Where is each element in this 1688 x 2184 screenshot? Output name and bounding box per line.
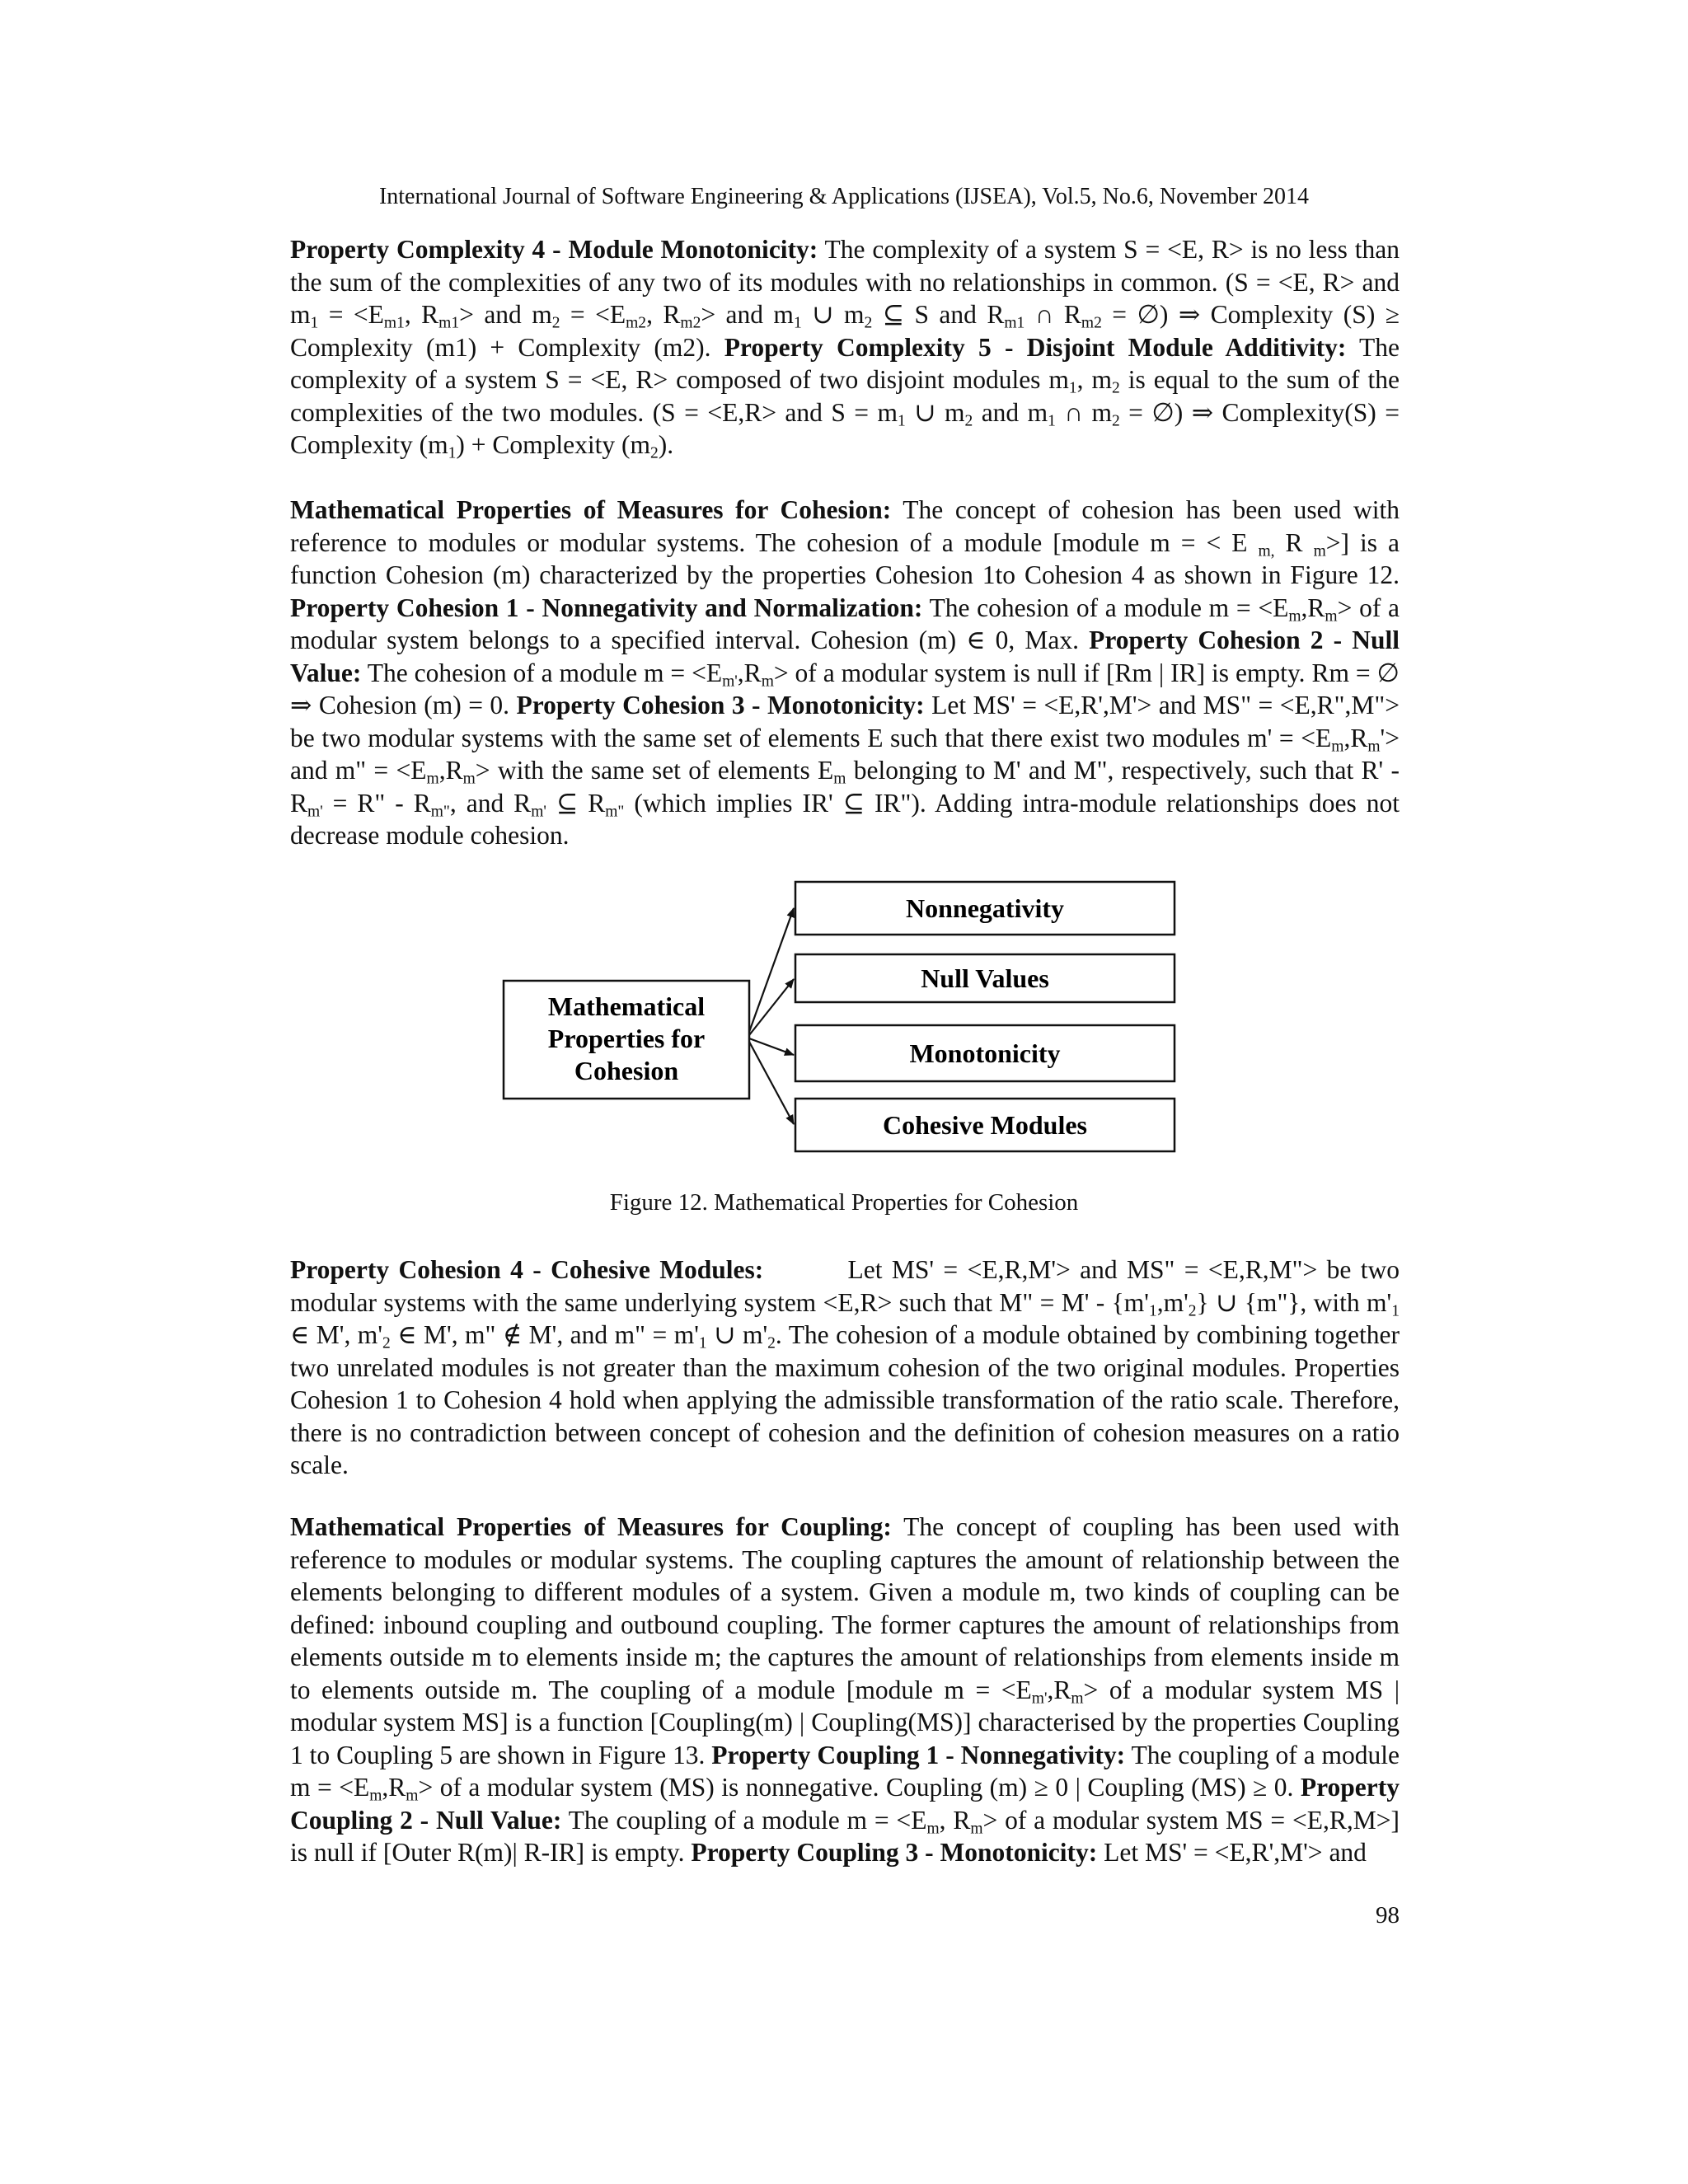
heading-complexity-4: Property Complexity 4 - Module Monotonicity:	[290, 235, 818, 264]
text: ∪ m	[905, 397, 965, 427]
subscript: m	[1071, 1689, 1084, 1707]
subscript: m2	[626, 314, 647, 332]
text: ⊆ R	[546, 788, 606, 818]
text: '> and m" = <E	[290, 723, 1400, 785]
text: is equal to the sum of the complexities of the two modules. (S = <E,R> and S = m	[290, 365, 1400, 427]
text: The cohesion of a module m = <E	[361, 658, 723, 687]
subscript: m"	[430, 802, 450, 820]
subscript: m	[926, 1819, 940, 1837]
subscript: m2	[680, 314, 701, 332]
text: . The cohesion of a module obtained by combining together two unrelated modules is not greater than the maximum cohesion of the two original modules. Properties Cohesion 1 to Cohesion 4 hold when applying the admissible transformation of the ratio scale. Therefore, there is no contradiction between concept of cohesion and the definition of cohesion measures on a ratio scale.	[290, 1320, 1400, 1479]
text: The complexity of a system S = <E, R> composed of two disjoint modules m	[290, 332, 1400, 394]
subscript: m	[1313, 541, 1326, 560]
diagram-target-cohesive-modules	[795, 1099, 1175, 1151]
text: ∈ M', m" ∉ M', and m" = m'	[390, 1320, 699, 1349]
heading-coupling-2: Property Coupling 2 - Null Value:	[290, 1773, 1400, 1835]
heading-cohesion-1: Property Cohesion 1 - Nonnegativity and Normalization:	[290, 593, 923, 622]
subscript: m	[369, 1787, 382, 1805]
text: The concept of coupling has been used with reference to modules or modular systems. The coupling captures the amount of relationship between the elements belonging to different modules of a system. Given a module m, two kinds of coupling can be defined: inbound coupling and outbound coupling. The former captures the amount of relationships from elements outside m to elements inside m; the captures the amount of relationships from elements inside m to elements outside m. The coupling of a module [module m = <E	[290, 1512, 1400, 1704]
subscript: 2	[767, 1334, 776, 1352]
subscript: m1	[383, 314, 405, 332]
subscript: m	[406, 1787, 419, 1805]
subscript: m,	[1258, 541, 1275, 560]
text: Let MS' = <E,R,M'> and MS" = <E,R,M"> be two modular systems with the same underlying system <E,R> such that M" = M' - {m'	[290, 1255, 1400, 1317]
subscript: 1	[1391, 1301, 1400, 1319]
arrow-to-null-values	[749, 979, 794, 1035]
subscript: m	[1367, 737, 1381, 755]
heading-complexity-5: Property Complexity 5 - Disjoint Module Additivity:	[724, 332, 1347, 362]
text: The coupling of a module m = <E	[290, 1740, 1400, 1802]
subscript: m	[1288, 607, 1301, 625]
text: The coupling of a module m = <E	[561, 1805, 927, 1835]
source-line-3: Cohesion	[574, 1056, 679, 1085]
page-number: 98	[1376, 1902, 1400, 1929]
text: > and m	[701, 300, 794, 329]
diagram-target-nonnegativity	[795, 882, 1175, 935]
subscript: m	[833, 770, 846, 788]
diagram-source-box	[504, 981, 749, 1099]
subscript: m1	[1004, 314, 1025, 332]
diagram-target-null-values	[795, 954, 1175, 1002]
running-header: International Journal of Software Engineering & Applications (IJSEA), Vol.5, No.6, November 2014	[378, 184, 1310, 209]
heading-cohesion-4: Property Cohesion 4 - Cohesive Modules:	[290, 1255, 764, 1284]
paragraph-coupling-properties	[290, 1511, 1400, 1869]
text: = ∅) ⇒ Complexity(S) = Complexity (m	[290, 397, 1400, 459]
text: > of a modular system MS = <E,R,M>] is null if [Outer R(m)| R-IR] is empty.	[290, 1805, 1400, 1867]
text: ∈ M', m'	[290, 1320, 382, 1349]
text: Let MS' = <E,R',M'> and MS" = <E,R",M"> be two modular systems with the same set of elements E such that there exist two modules m' = <E	[290, 691, 1400, 752]
text: ,R	[438, 756, 463, 785]
subscript: m	[970, 1819, 983, 1837]
subscript: 2	[864, 314, 873, 332]
subscript: 1	[1148, 1301, 1157, 1319]
text: = <E	[318, 300, 384, 329]
text: ⊆ S and R	[872, 300, 1005, 329]
target-label: Null Values	[921, 963, 1049, 993]
text: > of a modular system belongs to a specified interval. Cohesion (m) ∈ 0, Max.	[290, 593, 1400, 654]
text: ,R	[1047, 1675, 1071, 1704]
subscript: 1	[310, 314, 319, 332]
text: ∩ R	[1025, 300, 1081, 329]
text: ∪ m'	[706, 1320, 768, 1349]
paragraph-cohesion-4	[290, 1254, 1400, 1482]
text: > of a modular system is null if [Rm | IR] is empty. Rm = ∅ ⇒ Cohesion (m) = 0.	[290, 658, 1400, 719]
subscript: m1	[438, 314, 460, 332]
subscript: m	[761, 672, 774, 690]
subscript: 2	[964, 411, 973, 429]
subscript: 2	[1188, 1301, 1197, 1319]
subscript: 2	[1112, 379, 1120, 397]
subscript: 2	[1111, 411, 1120, 429]
subscript: 2	[382, 1334, 391, 1352]
text: > of a modular system (MS) is nonnegative. Coupling (m) ≥ 0 | Coupling (MS) ≥ 0.	[418, 1773, 1301, 1802]
subscript: m	[462, 770, 476, 788]
text: ,m'	[1156, 1287, 1189, 1317]
text: The complexity of a system S = <E, R> is no less than the sum of the complexities of any two of its modules with no relationships in common. (S = <E, R> and m	[290, 235, 1400, 329]
text: and m	[973, 397, 1048, 427]
text: , and R	[449, 788, 532, 818]
text: = ∅) ⇒ Complexity (S) ≥ Complexity (m1) + Complexity (m2).	[290, 300, 1400, 362]
arrow-to-cohesive-modules	[749, 1042, 794, 1124]
target-label: Nonnegativity	[906, 893, 1064, 923]
text: ,R	[1343, 723, 1368, 752]
subscript: 1	[793, 314, 802, 332]
text: (which implies IR' ⊆ IR"). Adding intra-module relationships does not decrease module cohesion.	[290, 788, 1400, 850]
target-label: Monotonicity	[909, 1038, 1061, 1068]
text: >] is a function Cohesion (m) characterized by the properties Cohesion 1to Cohesion 4 as shown in Figure 12.	[290, 527, 1400, 589]
text: = <E	[560, 300, 626, 329]
subscript: m	[1325, 607, 1338, 625]
subscript: m	[1331, 737, 1344, 755]
subscript: m	[426, 770, 439, 788]
text: , R	[646, 300, 681, 329]
subscript: m"	[605, 802, 625, 820]
text: belonging to M' and M", respectively, such that R' - R	[290, 756, 1400, 818]
text: ,R	[737, 658, 762, 687]
source-line-1: Mathematical	[547, 991, 706, 1021]
subscript: m'	[307, 802, 323, 820]
subscript: 2	[551, 314, 560, 332]
text: The cohesion of a module m = <E	[922, 593, 1289, 622]
text: Let MS' = <E,R',M'> and	[1097, 1838, 1367, 1867]
heading-cohesion-3: Property Cohesion 3 - Monotonicity:	[516, 691, 925, 719]
text: The concept of cohesion has been used with reference to modules or modular systems. The cohesion of a module [module m = < E	[290, 495, 1400, 557]
text: > of a modular system MS | modular system MS] is a function [Coupling(m) | Coupling(MS)] characterised by the properties Coupling 1 to Coupling 5 are shown in Figure 13.	[290, 1675, 1400, 1769]
arrow-to-nonnegativity	[749, 908, 794, 1032]
subscript: 1	[698, 1334, 707, 1352]
subscript: 1	[1048, 411, 1056, 429]
text: ∪ m	[801, 300, 865, 329]
text: , R	[939, 1805, 971, 1835]
text: ).	[658, 430, 674, 459]
text: , R	[404, 300, 439, 329]
text: = R" - R	[322, 788, 431, 818]
text: , m	[1076, 365, 1113, 394]
heading-cohesion-measures: Mathematical Properties of Measures for Cohesion:	[290, 495, 892, 524]
heading-coupling-3: Property Coupling 3 - Monotonicity:	[691, 1838, 1098, 1867]
subscript: 1	[448, 444, 457, 462]
subscript: m'	[722, 672, 738, 690]
subscript: 2	[650, 444, 659, 462]
text: } ∪ {m"}, with m'	[1196, 1287, 1392, 1317]
source-line-2: Properties for	[547, 1024, 706, 1053]
text: ,R	[382, 1773, 406, 1802]
subscript: m'	[1031, 1689, 1048, 1707]
text: > and m	[459, 300, 552, 329]
subscript: m2	[1081, 314, 1102, 332]
text: ,R	[1301, 593, 1325, 622]
text: ∩ m	[1055, 397, 1112, 427]
figure-caption: Figure 12. Mathematical Properties for Cohesion	[609, 1189, 1079, 1216]
heading-cohesion-2: Property Cohesion 2 - Null Value:	[290, 626, 1400, 687]
subscript: 1	[1068, 379, 1077, 397]
text: > with the same set of elements E	[475, 756, 834, 785]
heading-coupling-1: Property Coupling 1 - Nonnegativity:	[711, 1740, 1126, 1769]
text: R	[1274, 527, 1314, 557]
text: ) + Complexity (m	[456, 430, 651, 459]
heading-coupling-measures: Mathematical Properties of Measures for Coupling:	[290, 1512, 892, 1541]
diagram-target-monotonicity	[795, 1025, 1175, 1081]
subscript: m'	[531, 802, 546, 820]
target-label: Cohesive Modules	[883, 1110, 1087, 1140]
subscript: 1	[897, 411, 906, 429]
